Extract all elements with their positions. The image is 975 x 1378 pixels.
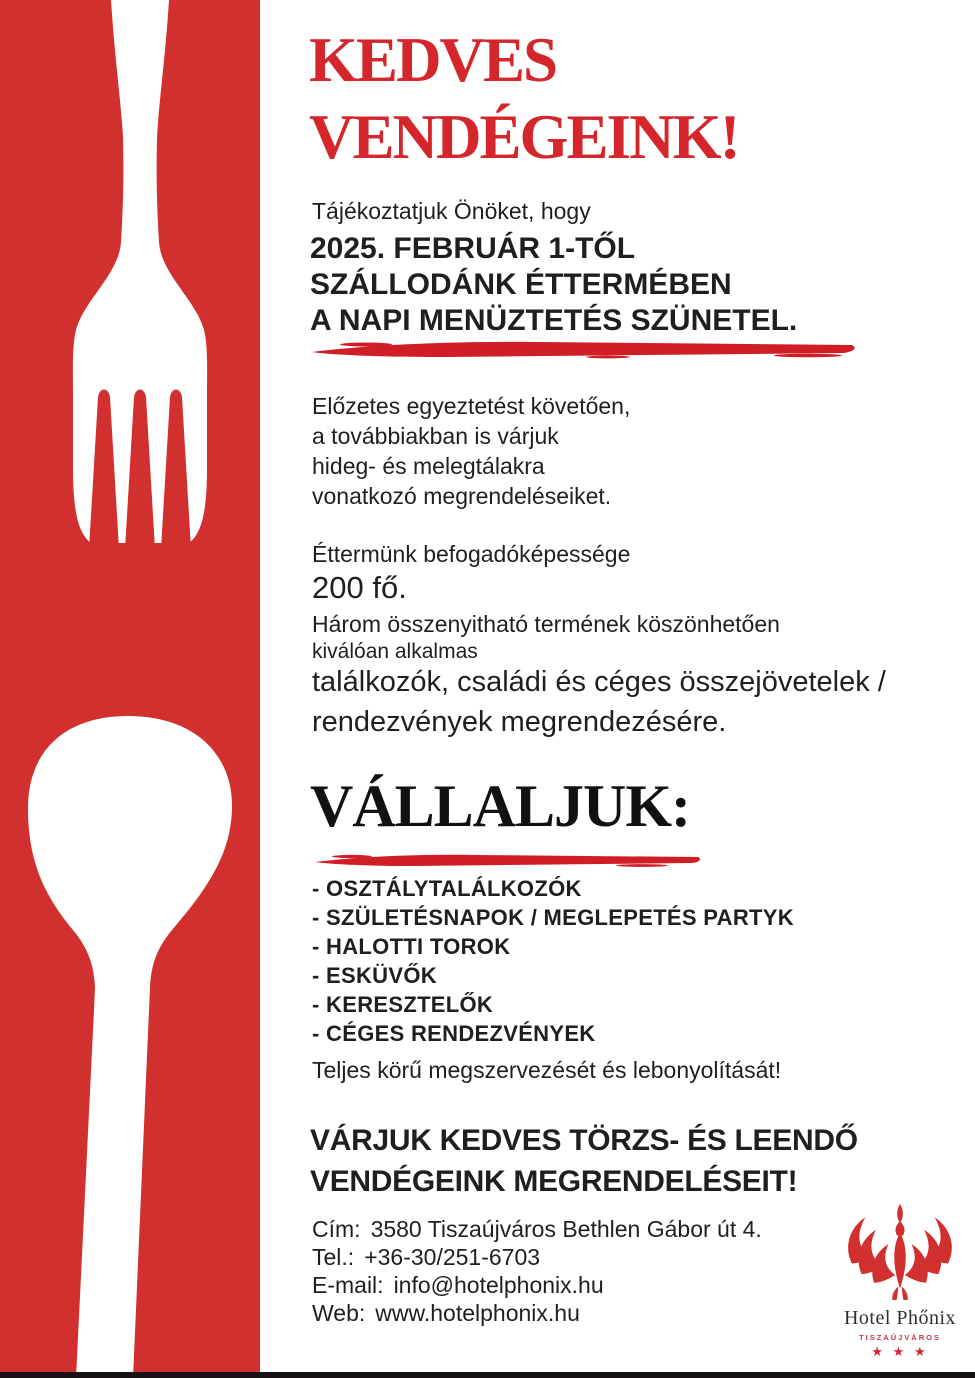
capacity-line-3: Három összenyitható termének köszönhetően xyxy=(312,611,780,637)
contact-value-phone: +36-30/251-6703 xyxy=(364,1244,541,1270)
closing-line-1: VÁRJUK KEDVES TÖRZS- ÉS LEENDŐ xyxy=(310,1124,858,1157)
hotel-name: Hotel Phőnix xyxy=(843,1307,957,1329)
hotel-city: TISZAÚJVÁROS xyxy=(859,1333,941,1342)
availability-line-1: Előzetes egyeztetést követően, xyxy=(312,393,631,419)
intro-text: Tájékoztatjuk Önöket, hogy xyxy=(312,198,591,224)
contact-label: E-mail: xyxy=(312,1272,384,1298)
services-footnote: Teljes körű megszervezését és lebonyolítását! xyxy=(312,1057,782,1083)
red-brush-underline xyxy=(308,340,856,359)
hotel-stars-rating: ★ ★ ★ xyxy=(871,1344,929,1359)
availability-line-3: hideg- és melegtálakra xyxy=(312,453,545,479)
service-item: - KERESZTELŐK xyxy=(312,992,494,1017)
announcement-line-3: A NAPI MENÜZTETÉS SZÜNETEL. xyxy=(310,304,798,337)
service-item: - SZÜLETÉSNAPOK / MEGLEPETÉS PARTYK xyxy=(312,905,794,930)
contact-label: Tel.: xyxy=(312,1244,355,1270)
page-title xyxy=(309,22,929,176)
contact-label: Cím: xyxy=(312,1216,361,1242)
closing-heading xyxy=(310,1120,858,1202)
contact-row-email xyxy=(312,1272,604,1299)
spoon-icon xyxy=(0,700,260,1378)
hotel-logo xyxy=(833,1200,967,1360)
fork-icon xyxy=(0,0,260,570)
availability-line-2: a továbbiakban is várjuk xyxy=(312,423,559,449)
availability-paragraph xyxy=(312,391,630,511)
red-side-band xyxy=(0,0,260,1378)
phoenix-logo-icon xyxy=(842,1200,958,1300)
capacity-line-6: rendezvények megrendezésére. xyxy=(312,706,727,738)
capacity-line-5: találkozók, családi és céges összejövetelek / xyxy=(312,666,886,698)
announcement-heading xyxy=(310,231,797,339)
red-brush-underline-2 xyxy=(312,853,702,868)
service-item: - OSZTÁLYTALÁLKOZÓK xyxy=(312,876,582,901)
service-item: - ESKÜVŐK xyxy=(312,963,437,988)
contact-label: Web: xyxy=(312,1300,366,1326)
title-line-1: KEDVES xyxy=(309,25,557,95)
title-line-2: VENDÉGEINK! xyxy=(309,102,739,172)
availability-line-4: vonatkozó megrendeléseiket. xyxy=(312,483,612,509)
service-item: - CÉGES RENDEZVÉNYEK xyxy=(312,1021,596,1046)
contact-value-address: 3580 Tiszaújváros Bethlen Gábor út 4. xyxy=(370,1216,762,1242)
closing-line-2: VENDÉGEINK MEGRENDELÉSEIT! xyxy=(310,1165,798,1198)
contact-row-phone xyxy=(312,1244,540,1271)
contact-value-email: info@hotelphonix.hu xyxy=(393,1272,604,1298)
capacity-line-4: kiválóan alkalmas xyxy=(312,640,478,663)
capacity-intro: Éttermünk befogadóképessége xyxy=(312,541,631,567)
contact-row-address xyxy=(312,1216,762,1243)
announcement-line-1: 2025. FEBRUÁR 1-TŐL xyxy=(310,232,636,265)
capacity-value: 200 fő. xyxy=(312,570,407,605)
announcement-line-2: SZÁLLODÁNK ÉTTERMÉBEN xyxy=(310,268,732,301)
services-heading: VÁLLALJUK: xyxy=(310,773,691,839)
contact-row-web xyxy=(312,1300,580,1327)
bottom-edge-line xyxy=(0,1372,975,1378)
service-item: - HALOTTI TOROK xyxy=(312,934,511,959)
contact-value-web: www.hotelphonix.hu xyxy=(375,1300,580,1326)
